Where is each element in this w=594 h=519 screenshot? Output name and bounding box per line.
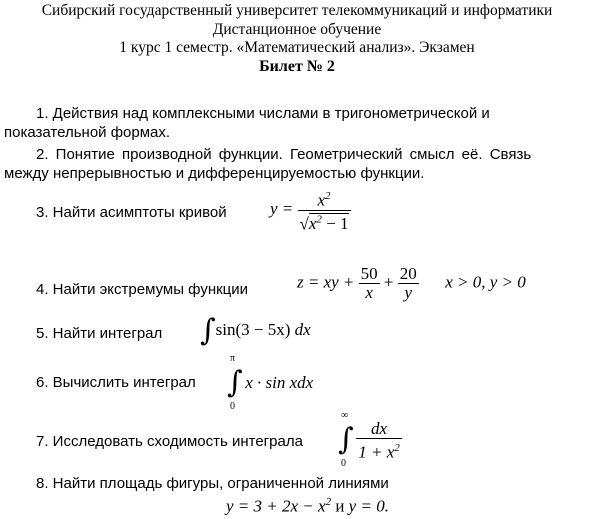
ticket-header bbox=[0, 0, 594, 76]
q3-numerator: x bbox=[317, 190, 326, 210]
extremum-formula bbox=[297, 265, 526, 302]
q6-integral bbox=[227, 353, 314, 412]
q8-equations: $y = 3 + 2x - x^2$ и y = 0. bbox=[226, 496, 389, 516]
question-8: 8. Найти площадь фигуры, ограниченной линиями bbox=[36, 475, 389, 492]
q3-numerator-exponent: 2 bbox=[325, 190, 331, 202]
q5-integral: ∫sin(3 − 5x) dx bbox=[200, 313, 311, 348]
q4-plus: + bbox=[383, 272, 394, 292]
question-6: 6. Вычислить интеграл bbox=[36, 374, 196, 391]
question-7: 7. Исследовать сходимость интеграла bbox=[36, 433, 303, 450]
question-5: 5. Найти интеграл bbox=[36, 325, 163, 342]
course-info: 1 курс 1 семестр. «Математический анализ». Экзамен bbox=[119, 39, 475, 56]
definite-integral-sign-icon: π ∫ 0 bbox=[227, 353, 243, 412]
improper-integral-sign-icon: ∞ ∫ 0 bbox=[338, 410, 354, 469]
q4-fraction-2: $\frac{20}{y}$ bbox=[399, 264, 417, 302]
question-3: 3. Найти асимптоты кривой bbox=[36, 204, 227, 221]
ticket-number: Билет № 2 bbox=[259, 57, 335, 75]
q3-fraction bbox=[298, 187, 351, 233]
question-1-line-1: 1. Действия над комплексными числами в тригонометрической и bbox=[36, 105, 490, 122]
asymptote-formula bbox=[270, 187, 351, 233]
question-2-line-2: между непрерывностью и дифференцируемостью функции. bbox=[4, 165, 425, 182]
question-4: 4. Найти экстремумы функции bbox=[36, 281, 249, 298]
q3-radicand: $x^2 - 1$ bbox=[308, 213, 349, 234]
study-mode: Дистанционное обучение bbox=[212, 20, 382, 38]
q7-fraction: $\frac{dx}{1 + x^2}$ bbox=[358, 419, 400, 462]
q3-lhs: y = bbox=[270, 199, 294, 219]
university-name: Сибирский государственный университет телекоммуникаций и информатики bbox=[41, 2, 553, 19]
square-root-icon: √ bbox=[299, 214, 309, 234]
question-1-line-2: показательной формах. bbox=[4, 124, 171, 141]
integral-sign-icon: ∫ bbox=[200, 313, 216, 348]
q4-fraction-1: $\frac{50}{x}$ bbox=[360, 264, 378, 302]
q4-lhs: z = xy + bbox=[297, 272, 355, 292]
q7-integral bbox=[338, 410, 402, 469]
q6-integrand: x · sin xdx bbox=[245, 372, 314, 392]
question-2-line-1: 2. Понятие производной функции. Геометрический смысл её. Связь bbox=[36, 146, 532, 163]
q4-condition: x > 0, y > 0 bbox=[445, 272, 526, 292]
